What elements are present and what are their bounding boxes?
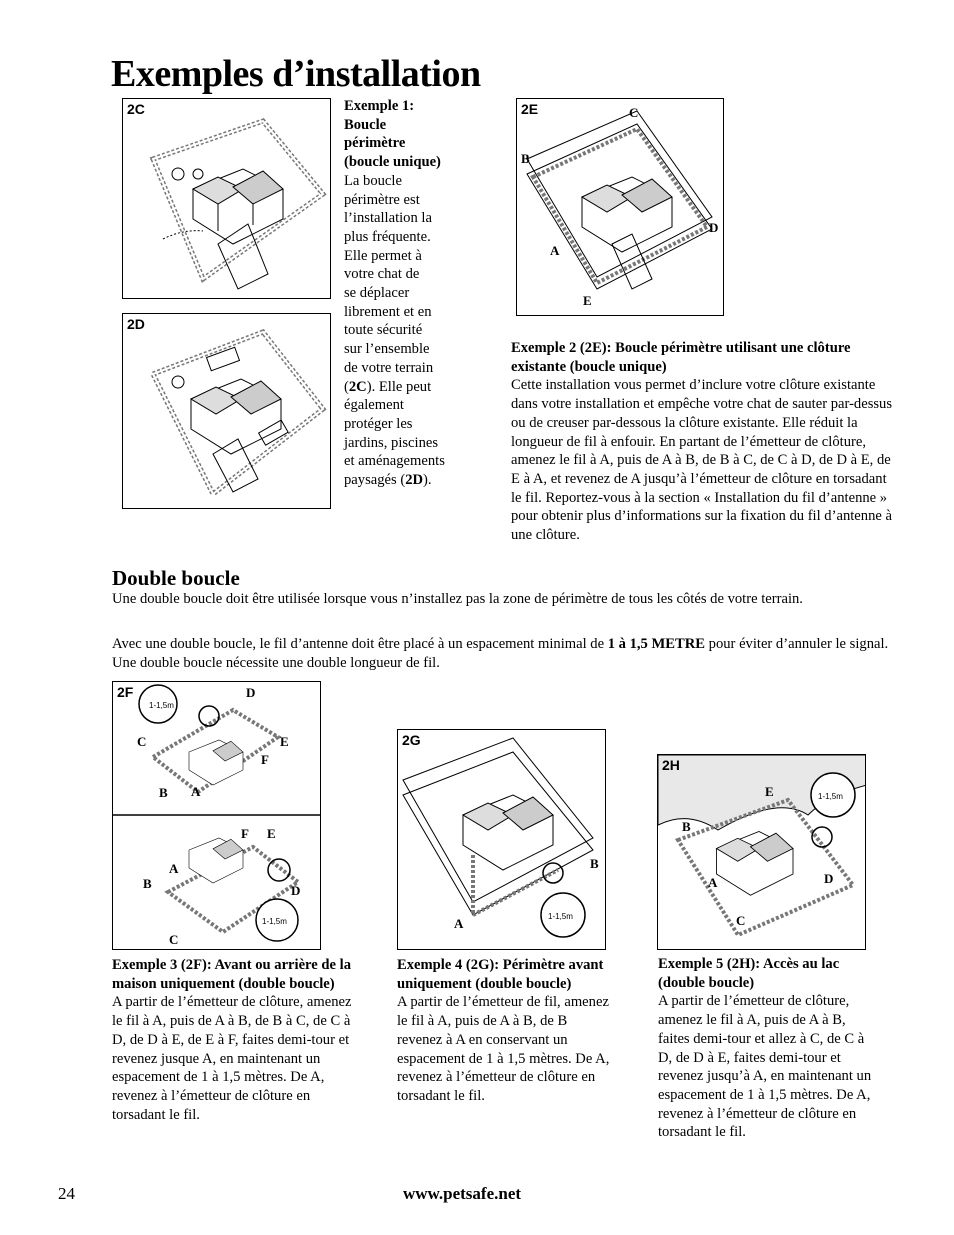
- example1-line: ).: [423, 472, 432, 489]
- page-number: 24: [58, 1184, 75, 1203]
- figure-label: 2G: [402, 732, 421, 748]
- point-label-d: D: [824, 871, 834, 886]
- example1-line: ). Elle peut: [366, 378, 432, 395]
- figure-label: 2D: [127, 316, 145, 332]
- example1-line: protéger les: [344, 415, 413, 432]
- example1-line: de votre terrain: [344, 359, 434, 376]
- example1-line: votre chat de: [344, 266, 420, 283]
- figure-ref: 2D: [405, 472, 424, 489]
- example1-line: l’installation la: [344, 210, 432, 227]
- double-loop-paragraph-2: [112, 635, 902, 672]
- double-loop-paragraph-1: [112, 590, 902, 609]
- example1-line: plus fréquente.: [344, 228, 431, 245]
- point-label-a: A: [550, 243, 560, 258]
- house-icon: [582, 177, 672, 252]
- perimeter-loop-diagram: [123, 99, 331, 299]
- example2-heading: Exemple 2 (2E): Boucle périmètre utilisant une clôture existante (boucle unique): [511, 340, 851, 375]
- point-label-c: C: [629, 105, 639, 120]
- figure-2e: [516, 98, 724, 316]
- figure-label: 2H: [662, 757, 680, 773]
- spacing-label: 1-1,5m: [262, 917, 287, 926]
- point-label-f: F: [261, 752, 269, 767]
- house-icon: [717, 832, 794, 896]
- example2-text: [511, 339, 895, 545]
- figure-2c: [122, 98, 331, 299]
- house-icon: [189, 740, 243, 785]
- figure-ref: 2C: [348, 378, 367, 395]
- example5-heading: Exemple 5 (2H): Accès au lac (double boucle): [658, 956, 840, 991]
- example1-line: librement et en: [344, 303, 432, 320]
- paragraph-bold: 1 à 1,5 METRE: [607, 636, 706, 652]
- figure-label: 2F: [117, 684, 134, 700]
- point-label-b: B: [159, 785, 168, 800]
- example5-body: A partir de l’émetteur de clôture, amenez le fil à A, puis de A à B, faites demi-tour et allez à C, de C à D, de D à E, faites demi-tour et revenez jusqu’à A, en maintenant un espacement de 1 à 1,5 mètres. De A, revenez à l’émetteur de clôture en torsadant le fil.: [658, 993, 872, 1141]
- example3-text: [112, 956, 352, 1124]
- example1-line: et aménagements: [344, 453, 445, 470]
- paragraph-text: Avec une double boucle, le fil d’antenne doit être placé à un espacement minimal de: [112, 636, 608, 652]
- example3-body: A partir de l’émetteur de clôture, amenez le fil à A, puis de A à B, de B à C, de C à D, de D à E, de E à F, faites demi-tour et revenez jusque A, en maintenant un espacement de 1 à 1,5 mètres. De A, revenez à l’émetteur de clôture en torsadant le fil.: [112, 994, 352, 1123]
- example1-line: périmètre est: [344, 191, 420, 208]
- point-label-e: E: [280, 734, 289, 749]
- figure-2h: [657, 754, 866, 950]
- point-label-a: A: [454, 916, 464, 931]
- figure-label: 2C: [127, 101, 145, 117]
- house-icon: [189, 838, 243, 883]
- point-label-d: D: [709, 220, 719, 235]
- point-label-a: A: [191, 784, 201, 799]
- example2-body: Cette installation vous permet d’inclure votre clôture existante dans votre installation et empêche votre chat de sauter par-dessus ou de creuser par-dessous la clôture existante. Elle réduit la longueur de fil à enfouir. En partant de l’émetteur de clôture, amenez le fil à A, puis de A à B, de B à C, de C à D, de D à E, de E à A, et revenez de A jusqu’à l’émetteur de clôture en torsadant le fil. Reportez-vous à la section « Installation du fil d’antenne » pour obtenir plus d’informations sur la fixation du fil d’antenne à une clôture.: [511, 377, 893, 544]
- spacing-label: 1-1,5m: [548, 912, 573, 921]
- spacing-label: 1-1,5m: [149, 701, 174, 710]
- paragraph-text: pour éviter d’annuler le signal. Une double boucle nécessite une double longueur de fil.: [112, 636, 889, 671]
- point-label-e: E: [583, 293, 592, 308]
- example1-heading-line: Boucle: [344, 116, 387, 133]
- perimeter-loop-garden-diagram: [123, 314, 331, 509]
- point-label-b: B: [590, 856, 599, 871]
- example1-line: également: [344, 397, 404, 414]
- example1-heading-line: périmètre: [344, 135, 406, 152]
- point-label-c: C: [169, 932, 179, 947]
- example5-text: [658, 955, 874, 1142]
- example1-line: se déplacer: [344, 285, 410, 302]
- example1-line: jardins, piscines: [344, 434, 439, 451]
- example3-heading: Exemple 3 (2F): Avant ou arrière de la maison uniquement (double boucle): [112, 957, 351, 992]
- website-link[interactable]: www.petsafe.net: [403, 1184, 522, 1203]
- paragraph-text: Une double boucle doit être utilisée lorsque vous n’installez pas la zone de périmètre de tous les côtés de votre terrain.: [112, 591, 803, 607]
- house-icon: [463, 795, 553, 870]
- point-label-b: B: [521, 151, 530, 166]
- house-icon: [191, 379, 281, 454]
- figure-2g: [397, 729, 606, 950]
- point-label-e: E: [267, 826, 276, 841]
- page-title: Exemples d’installation: [111, 53, 481, 95]
- point-label-f: F: [241, 826, 249, 841]
- example4-text: [397, 956, 611, 1106]
- point-label-c: C: [736, 913, 746, 928]
- figure-2f: [112, 681, 321, 950]
- point-label-d: D: [291, 883, 301, 898]
- example4-body: A partir de l’émetteur de fil, amenez le fil à A, puis de A à B, de B revenez à A en conservant un espacement de 1 à 1,5 mètres. De A, revenez à l’émetteur de clôture en torsadant le fil.: [397, 994, 610, 1104]
- double-loop-lake-access-diagram: [658, 755, 866, 950]
- example1-heading-line: (boucle unique): [344, 154, 441, 171]
- example1-heading-line: Exemple 1:: [344, 98, 415, 114]
- figure-2d: [122, 313, 331, 509]
- point-label-d: D: [246, 685, 256, 700]
- fence-perimeter-diagram: [517, 99, 724, 316]
- point-label-a: A: [708, 875, 718, 890]
- example1-line: Elle permet à: [344, 247, 422, 264]
- double-loop-front-back-diagram: [113, 682, 321, 950]
- double-loop-front-only-diagram: [398, 730, 606, 950]
- example4-heading: Exemple 4 (2G): Périmètre avant uniquement (double boucle): [397, 957, 604, 992]
- point-label-e: E: [765, 784, 774, 799]
- example1-line: paysagés (: [344, 472, 406, 489]
- point-label-a: A: [169, 861, 179, 876]
- example1-line: sur l’ensemble: [344, 341, 430, 358]
- point-label-c: C: [137, 734, 147, 749]
- point-label-b: B: [682, 819, 691, 834]
- spacing-label: 1-1,5m: [818, 792, 843, 801]
- example1-line: toute sécurité: [344, 322, 423, 339]
- figure-label: 2E: [521, 101, 539, 117]
- section-heading-double-loop: Double boucle: [112, 566, 240, 590]
- example1-text: Exemple 1: Boucle périmètre (boucle unique) La boucle périmètre est l’installation la plus fréquente. Elle permet à votre chat de se déplacer librement et en toute sécurité sur l’ensemble de votre terrain (2C). Elle peut également protéger les jardins, piscines et aménagements paysagés (2D).: [344, 98, 445, 489]
- point-label-b: B: [143, 876, 152, 891]
- example1-line: La boucle: [344, 172, 402, 189]
